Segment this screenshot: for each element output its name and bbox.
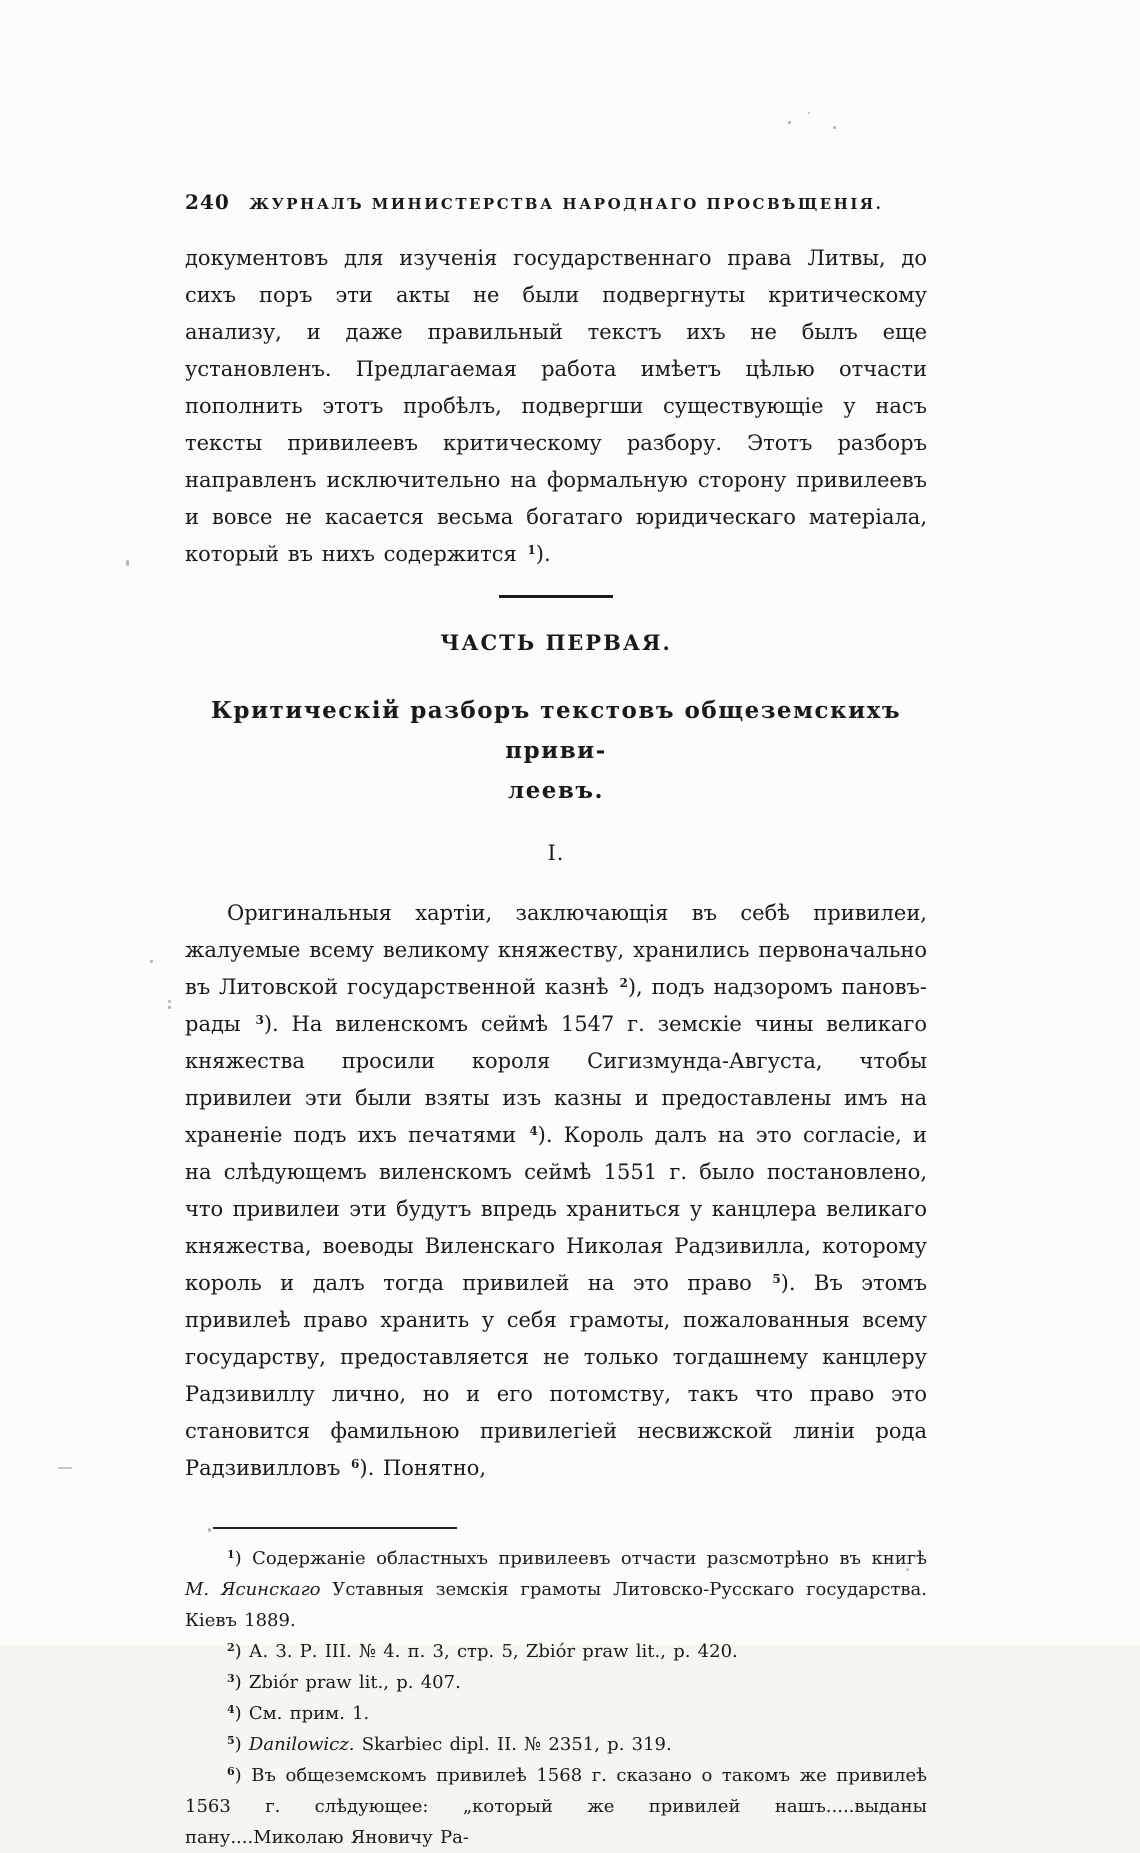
footnote: [185, 1636, 927, 1667]
footnote-ref-2: 2: [619, 976, 628, 990]
scan-speck-icon: [126, 560, 129, 566]
footnote-marker: 1: [227, 1548, 235, 1561]
chapter-heading-line1: Критическій разборъ текстовъ общеземскихъ приви-: [210, 697, 902, 764]
running-title: ЖУРНАЛЪ МИНИСТЕРСТВА НАРОДНАГО ПРОСВѢЩЕНІЯ.: [249, 195, 884, 213]
intro-paragraph: [185, 240, 927, 573]
footnote-marker: 2: [227, 1641, 235, 1654]
footnote: [185, 1543, 927, 1636]
footnote-marker: 4: [227, 1703, 235, 1716]
footnote-text: ) Zbiór praw lit., p. 407.: [234, 1672, 461, 1693]
footnote-marker: 3: [227, 1672, 235, 1685]
footnote-ref-5: 5: [772, 1272, 781, 1286]
scan-speck-icon: [58, 1467, 72, 1469]
page-header: [185, 190, 927, 214]
scan-speck-icon: [168, 1000, 171, 1009]
footnote: [185, 1667, 927, 1698]
chapter-heading-line2: леевъ.: [507, 777, 605, 804]
footnote-marker: 5: [227, 1734, 235, 1747]
main-paragraph-text: ). Въ этомъ привилеѣ право хранить у себя грамоты, пожалованныя всему государству, предоставляется не только тогдашнему канцлеру Радзивиллу лично, но и его потомству, такъ что право это становится фамильною привилегіей несвижской линіи рода Радзивилловъ: [185, 1271, 928, 1480]
footnote-divider: [213, 1527, 457, 1529]
footnote-marker: 6: [227, 1765, 235, 1778]
footnote: [185, 1698, 927, 1729]
main-paragraph-text: Оригинальныя хартіи, заключающія въ себѣ привилеи, жалуемые всему великому княжеству, хранились первоначально въ Литовской государственной казнѣ: [185, 901, 927, 999]
scan-speck-icon: [788, 121, 791, 124]
footnote-ref-4: 4: [529, 1124, 538, 1138]
footnote-text: ) Въ общеземскомъ привилеѣ 1568 г. сказано о такомъ же привилеѣ 1563 г. слѣдующее: „который же привилей нашъ.....выданы пану....Миколаю Яновичу Ра-: [185, 1765, 927, 1848]
footnote: [185, 1760, 927, 1853]
scan-speck-icon: [808, 112, 810, 114]
chapter-heading: [185, 691, 927, 811]
footnote-text: ) См. прим. 1.: [234, 1703, 370, 1724]
scan-speck-icon: [833, 126, 836, 129]
footnote-text: Уставныя земскія грамоты Литовско-Русскаго государства. Кіевъ 1889.: [185, 1579, 927, 1631]
section-numeral: I.: [547, 841, 565, 865]
footnote: [185, 1729, 927, 1760]
footnote-text: ): [234, 1734, 249, 1755]
footnote-text: ) А. З. Р. III. № 4. п. 3, стр. 5, Zbiór praw lit., p. 420.: [234, 1641, 738, 1662]
footnote-ref-3: 3: [255, 1013, 264, 1027]
footnote-italic-text: М. Ясинскаго: [185, 1579, 321, 1600]
main-paragraph-text: ). Король далъ на это согласіе, и на слѣдующемъ виленскомъ сеймѣ 1551 г. было постановлено, что привилеи эти будутъ впредь храниться у канцлера великаго княжества, воеводы Виленскаго Николая Радзивилла, которому король и далъ тогда привилей на это право: [185, 1123, 927, 1295]
intro-paragraph-text: ).: [535, 542, 551, 566]
section-divider: [499, 595, 613, 598]
intro-paragraph-text: документовъ для изученія государственнаго права Литвы, до сихъ поръ эти акты не были подвергнуты критическому анализу, и даже правильный текстъ ихъ не былъ еще установленъ. Предлагаемая работа имѣетъ цѣлью отчасти пополнить этотъ пробѣлъ, подвергши существующіе у насъ тексты привилеевъ критическому разбору. Этотъ разборъ направленъ исключительно на формальную сторону привилеевъ и вовсе не касается весьма богатаго юридическаго матеріала, который въ нихъ содержится: [185, 246, 927, 566]
scan-speck-icon: [150, 960, 153, 963]
main-paragraph-text: ). На виленскомъ сеймѣ 1547 г. земскіе чины великаго княжества просили короля Сигизмунда-Августа, чтобы привилеи эти были взяты изъ казны и предоставлены имъ на храненіе подъ ихъ печатями: [185, 1012, 927, 1147]
footnote-ref-6: 6: [351, 1457, 360, 1471]
footnote-text: Skarbiec dipl. II. № 2351, p. 319.: [354, 1734, 672, 1755]
main-paragraph: [185, 895, 927, 1487]
footnote-italic-text: Danilowicz.: [248, 1734, 355, 1755]
main-paragraph-wrap: [185, 895, 927, 1487]
main-paragraph-text: ). Понятно,: [359, 1456, 487, 1480]
page-number: 240: [185, 190, 230, 214]
part-heading: ЧАСТЬ ПЕРВАЯ.: [440, 630, 672, 655]
footnote-ref-1: 1: [527, 543, 536, 557]
main-paragraph-text: ), подъ надзоромъ пановъ-рады: [185, 975, 927, 1036]
footnotes-section: [185, 1527, 927, 1853]
page-content: [185, 190, 927, 1853]
footnote-text: ) Содержаніе областныхъ привилеевъ отчасти разсмотрѣно въ книгѣ: [234, 1548, 927, 1569]
